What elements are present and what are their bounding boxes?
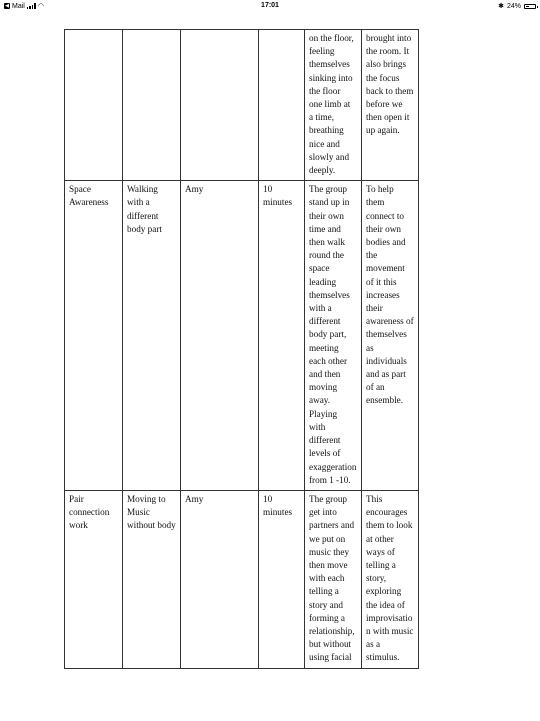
cell-text-line: improvisatio (366, 612, 413, 623)
cell-text-line: and then (309, 369, 341, 380)
cell-text-line: the floor (309, 85, 341, 96)
cell-text-line: on the floor, (309, 33, 354, 43)
cell-text-line: as a (366, 639, 381, 650)
session-plan-table (64, 29, 419, 669)
cell-text-line: their (366, 303, 383, 314)
cell-text-line: using facial (309, 652, 352, 663)
activity-cell (65, 30, 123, 181)
cell-text-line: To help (366, 184, 394, 195)
cell-text-line: Amy (185, 184, 204, 195)
cell-text-line: exaggeration (309, 461, 357, 472)
purpose-cell (362, 30, 419, 181)
cell-text-line: stimulus. (366, 652, 400, 663)
battery-icon (524, 4, 536, 9)
cell-text-line: moving (309, 382, 338, 393)
cell-text-line: with a (309, 303, 332, 314)
cell-text-line: exploring (366, 586, 402, 597)
cell-text-line: nice and (309, 138, 340, 149)
cell-text-line: story and (309, 599, 343, 610)
cell-text-line: them (366, 197, 385, 208)
cell-text-line: ensemble. (366, 395, 403, 406)
duration-cell (259, 30, 305, 181)
cell-text-line: them to look (366, 520, 413, 531)
cell-text-line: a time, (309, 112, 335, 123)
cell-text-line: individuals (366, 355, 407, 366)
cell-text-line: back to them (366, 85, 414, 96)
cell-text-line: different (127, 210, 159, 221)
cell-text-line: ways of (366, 546, 395, 557)
process-cell (305, 30, 362, 181)
cell-text-line: then walk (309, 237, 345, 248)
cell-text-line: 10 (263, 184, 273, 195)
cell-text-line: stand up in (309, 197, 350, 208)
bluetooth-icon: ✱ (498, 3, 504, 10)
cell-text-line: connect to (366, 210, 405, 221)
cell-text-line: themselves (366, 329, 407, 340)
back-arrow-icon[interactable]: ◀ (5, 3, 9, 9)
cell-text-line: with (309, 421, 326, 432)
cell-text-line: get into (309, 507, 337, 518)
cell-text-line: awareness of (366, 316, 414, 327)
cell-text-line: themselves (309, 289, 350, 300)
cell-text-line: story, (366, 573, 387, 584)
cell-text-line: up again. (366, 125, 400, 136)
cell-text-line: telling a (366, 559, 396, 570)
cell-text-line: minutes (263, 197, 293, 208)
cell-text-line: and as part (366, 369, 406, 380)
cell-text-line: body part (127, 223, 162, 234)
cell-text-line: also brings (366, 59, 407, 70)
description-cell (123, 490, 181, 668)
status-bar (0, 0, 540, 14)
cell-text-line: breathing (309, 125, 344, 136)
process-cell (305, 490, 362, 668)
cell-text-line: music they (309, 546, 350, 557)
cell-text-line: with each (309, 573, 345, 584)
cell-text-line: at other (366, 533, 394, 544)
cell-text-line: time and (309, 223, 341, 234)
cell-text-line: bodies and (366, 237, 406, 248)
cell-text-line: space (309, 263, 330, 274)
cell-text-line: feeling (309, 46, 335, 57)
cell-text-line: encourages (366, 507, 408, 518)
cell-text-line: The group (309, 493, 348, 504)
cell-text-line: Moving to (127, 493, 166, 504)
process-cell (305, 181, 362, 491)
table-row (65, 30, 419, 181)
cell-text-line: forming a (309, 612, 345, 623)
cell-text-line: without body (127, 520, 176, 531)
table-row (65, 490, 419, 668)
wifi-icon: ◠ (37, 3, 44, 10)
status-right (498, 2, 536, 10)
cell-text-line: Pair (69, 493, 84, 504)
cell-text-line: different (309, 316, 341, 327)
cell-text-line: telling a (309, 586, 339, 597)
cell-text-line: This (366, 493, 383, 504)
cell-text-line: with a (127, 197, 150, 208)
cell-text-line: brought into (366, 33, 412, 43)
cell-text-line: of it this (366, 276, 397, 287)
cell-text-line: connection (69, 507, 110, 518)
cell-text-line: levels of (309, 448, 341, 459)
leader-cell (181, 490, 259, 668)
table-row (65, 181, 419, 491)
back-app-label[interactable]: Mail (12, 2, 25, 10)
cell-text-line: the focus (366, 72, 400, 83)
cell-text-line: meeting (309, 342, 339, 353)
cell-text-line: The group (309, 184, 348, 195)
cell-text-line: from 1 -10. (309, 474, 351, 485)
description-cell (123, 30, 181, 181)
cell-text-line: round the (309, 250, 344, 261)
cell-text-line: their own (309, 210, 344, 221)
cell-text-line: Walking (127, 184, 158, 195)
cell-text-line: Awareness (69, 197, 109, 208)
cell-text-line: sinking into (309, 72, 353, 83)
cell-text-line: then move (309, 559, 348, 570)
cell-text-line: as (366, 342, 374, 353)
cell-text-line: body part, (309, 329, 347, 340)
table-body (65, 30, 419, 669)
cell-text-line: Music (127, 507, 150, 518)
cell-text-line: their own (366, 223, 401, 234)
purpose-cell (362, 181, 419, 491)
description-cell (123, 181, 181, 491)
cell-text-line: Amy (185, 493, 204, 504)
cell-text-line: 10 (263, 493, 273, 504)
cell-text-line: away. (309, 395, 331, 406)
cell-text-line: of an (366, 382, 385, 393)
cell-text-line: themselves (309, 59, 350, 70)
cell-text-line: the (366, 250, 378, 261)
cell-text-line: the idea of (366, 599, 405, 610)
cell-text-line: work (69, 520, 88, 531)
cell-text-line: movement (366, 263, 405, 274)
battery-percent: 24% (506, 2, 521, 10)
cell-text-line: Playing (309, 408, 338, 419)
cell-text-line: minutes (263, 507, 293, 518)
cell-text-line: slowly and (309, 151, 350, 162)
cell-text-line: n with music (366, 625, 414, 636)
cell-text-line: deeply. (309, 165, 336, 176)
cell-text-line: partners and (309, 520, 355, 531)
cell-text-line: then open it (366, 112, 410, 123)
activity-cell (65, 490, 123, 668)
leader-cell (181, 30, 259, 181)
cell-text-line: different (309, 435, 341, 446)
status-time: 17:01 (261, 2, 279, 9)
cell-text-line: we put on (309, 533, 346, 544)
cell-text-line: increases (366, 289, 400, 300)
cell-text-line: relationship, (309, 625, 355, 636)
cell-text-line: leading (309, 276, 337, 287)
cell-text-line: the room. It (366, 46, 410, 57)
cell-text-line: Space (69, 184, 91, 195)
cell-text-line: each other (309, 355, 348, 366)
activity-cell (65, 181, 123, 491)
cell-text-line: before we (366, 99, 403, 110)
purpose-cell (362, 490, 419, 668)
cell-text-line: one limb at (309, 99, 351, 110)
duration-cell (259, 181, 305, 491)
leader-cell (181, 181, 259, 491)
duration-cell (259, 490, 305, 668)
cell-text-line: but without (309, 639, 352, 650)
